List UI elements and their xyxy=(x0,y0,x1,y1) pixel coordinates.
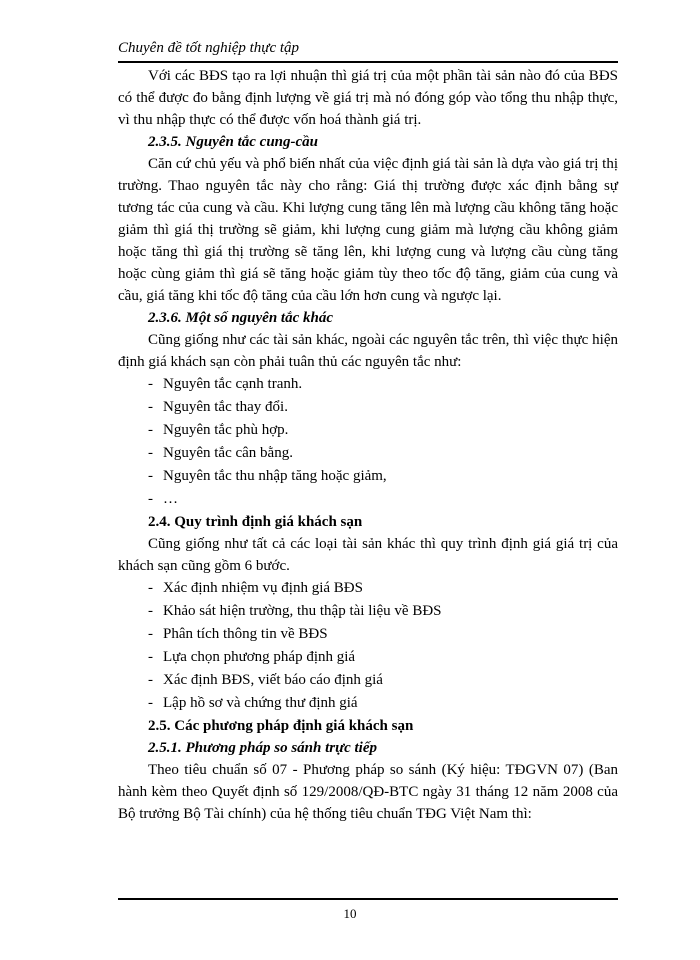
dash: - xyxy=(148,626,153,642)
page-body xyxy=(118,65,618,825)
dash: - xyxy=(148,491,153,507)
dash: - xyxy=(148,580,153,596)
dash: - xyxy=(148,649,153,665)
paragraph-supply-demand: Căn cứ chủ yếu và phổ biến nhất của việc định giá tài sản là dựa vào giá trị thị trường. Thao nguyên tắc này cho rằng: Giá thị trường được xác định bằng sự tương tác của cung và cầu. Khi lượng cung tăng lên mà lượng cầu không tăng hoặc giảm thì giá thị trường sẽ giảm, khi lượng cung giảm mà lượng cầu không giảm hoặc tăng thì giá thị trường sẽ tăng lên, khi lượng cung và lượng cầu cùng tăng hoặc cùng giảm thì giá sẽ tăng hoặc giảm tùy theo tốc độ tăng, giảm của cung và cầu, giá tăng khi tốc độ tăng của cầu lớn hơn cung và ngược lại. xyxy=(118,156,618,304)
list-item: - Nguyên tắc cân bằng. xyxy=(118,442,618,465)
dash: - xyxy=(148,603,153,619)
dash: - xyxy=(148,376,153,392)
process-steps-list xyxy=(118,577,618,715)
running-header: Chuyên đề tốt nghiệp thực tập xyxy=(118,40,300,56)
list-item: - Nguyên tắc thay đổi. xyxy=(118,396,618,419)
list-item: - Khảo sát hiện trường, thu thập tài liệu về BĐS xyxy=(118,600,618,623)
list-item: - Nguyên tắc phù hợp. xyxy=(118,419,618,442)
principles-list xyxy=(118,373,618,511)
list-item: - Lựa chọn phương pháp định giá xyxy=(118,646,618,669)
list-item: - Xác định nhiệm vụ định giá BĐS xyxy=(118,577,618,600)
heading-2-3-5: 2.3.5. Nguyên tắc cung-cầu xyxy=(148,134,318,150)
list-item: - … xyxy=(118,488,618,511)
page-number: 10 xyxy=(343,906,357,921)
dash: - xyxy=(148,672,153,688)
dash: - xyxy=(148,422,153,438)
heading-2-5-1: 2.5.1. Phương pháp so sánh trực tiếp xyxy=(148,740,377,756)
dash: - xyxy=(148,445,153,461)
list-item: - Nguyên tắc thu nhập tăng hoặc giảm, xyxy=(118,465,618,488)
heading-2-5: 2.5. Các phương pháp định giá khách sạn xyxy=(148,718,414,734)
header-rule xyxy=(118,61,618,63)
dash: - xyxy=(148,399,153,415)
paragraph-standard-07: Theo tiêu chuẩn số 07 - Phương pháp so sánh (Ký hiệu: TĐGVN 07) (Ban hành kèm theo Quyết định số 129/2008/QĐ-BTC ngày 31 tháng 12 năm 2008 của Bộ trưởng Bộ Tài chính) của hệ thống tiêu chuẩn TĐG Việt Nam thì: xyxy=(118,762,618,822)
footer-rule xyxy=(118,898,618,900)
heading-2-4: 2.4. Quy trình định giá khách sạn xyxy=(148,514,363,530)
dash: - xyxy=(148,468,153,484)
dash: - xyxy=(148,695,153,711)
paragraph-process: Cũng giống như tất cả các loại tài sản khác thì quy trình định giá giá trị của khách sạn cũng gồm 6 bước. xyxy=(118,536,618,574)
paragraph-profit-value: Với các BĐS tạo ra lợi nhuận thì giá trị của một phần tài sản nào đó của BĐS có thể được đo bằng định lượng về giá trị mà nó đóng góp vào tổng thu nhập thực, vì thu nhập thực có thể được vốn hoá thành giá trị. xyxy=(118,68,618,128)
heading-2-3-6: 2.3.6. Một số nguyên tắc khác xyxy=(148,310,334,326)
list-item: - Nguyên tắc cạnh tranh. xyxy=(118,373,618,396)
list-item: - Xác định BĐS, viết báo cáo định giá xyxy=(118,669,618,692)
list-item: - Phân tích thông tin về BĐS xyxy=(118,623,618,646)
list-item: - Lập hồ sơ và chứng thư định giá xyxy=(118,692,618,715)
paragraph-other-principles: Cũng giống như các tài sản khác, ngoài các nguyên tắc trên, thì việc thực hiện định giá khách sạn còn phải tuân thủ các nguyên tắc như: xyxy=(118,332,618,370)
